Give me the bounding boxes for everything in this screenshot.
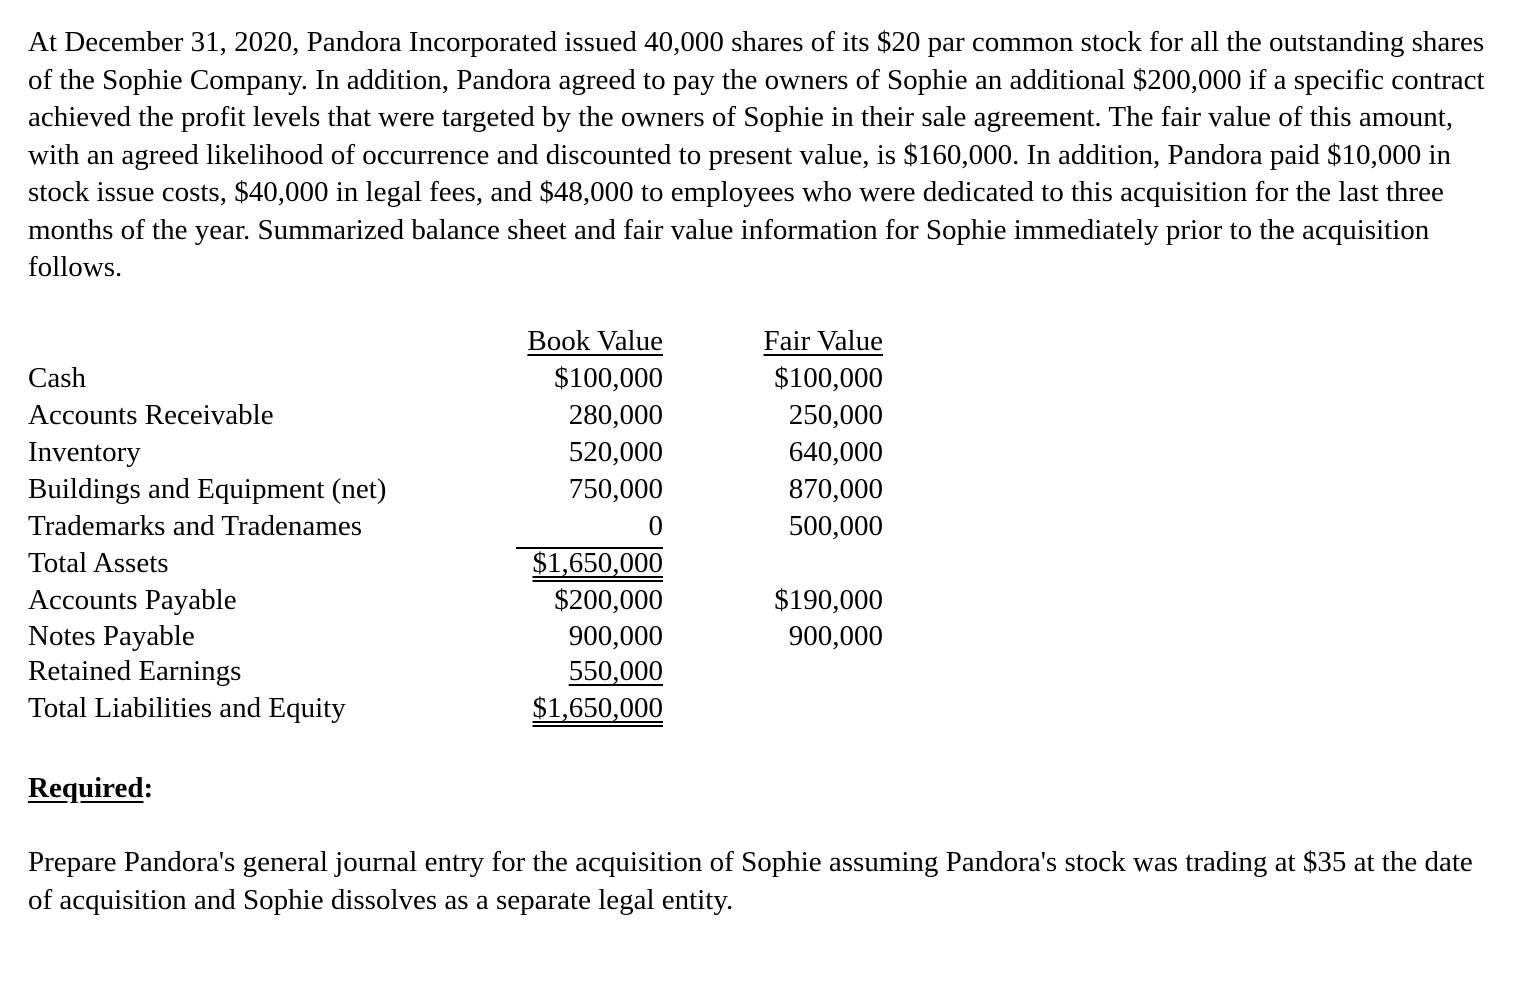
book-value-cell: 280,000: [568, 399, 663, 431]
book-value-total: $1,650,000: [532, 547, 663, 579]
book-value-total: $1,650,000: [532, 692, 663, 724]
row-label: Notes Payable: [28, 620, 195, 652]
table-row: [28, 471, 898, 508]
required-colon: :: [143, 772, 154, 804]
book-value-cell: $200,000: [554, 584, 663, 616]
table-row: [28, 508, 898, 545]
fair-value-cell: $190,000: [774, 584, 883, 616]
row-label: Inventory: [28, 436, 141, 468]
table-row: [28, 397, 898, 434]
fair-value-cell: 500,000: [788, 510, 883, 542]
required-heading: [28, 770, 153, 807]
row-label: Total Liabilities and Equity: [28, 692, 346, 724]
table-row: [28, 619, 898, 653]
table-header-row: [28, 323, 898, 360]
required-label: Required: [28, 772, 144, 804]
book-value-header: Book Value: [527, 325, 663, 357]
row-label: Trademarks and Tradenames: [28, 510, 362, 542]
table-row: [28, 360, 898, 397]
book-value-cell: 0: [648, 510, 663, 542]
row-label: Retained Earnings: [28, 655, 242, 687]
row-label: Accounts Payable: [28, 584, 237, 616]
table-row: [28, 434, 898, 471]
row-label: Cash: [28, 362, 86, 394]
book-value-cell: 520,000: [568, 436, 663, 468]
required-prompt: Prepare Pandora's general journal entry for the acquisition of Sophie assuming Pandora's stock was trading at $35 at the date of acquisition and Sophie dissolves as a separate legal entity.: [28, 846, 1473, 916]
row-label: Buildings and Equipment (net): [28, 473, 387, 505]
balance-sheet-table: [28, 323, 898, 727]
table-row: [28, 582, 898, 619]
fair-value-cell: 250,000: [788, 399, 883, 431]
fair-value-cell: $100,000: [774, 362, 883, 394]
book-value-cell: 550,000: [568, 655, 663, 687]
book-value-cell: 900,000: [568, 620, 663, 652]
problem-intro: At December 31, 2020, Pandora Incorporated issued 40,000 shares of its $20 par common stock for all the outstanding shares of the Sophie Company. In addition, Pandora agreed to pay the owners of Sophie an additional $200,000 if a specific contract achieved the profit levels that were targeted by the owners of Sophie in their sale agreement. The fair value of this amount, with an agreed likelihood of occurrence and discounted to present value, is $160,000. In addition, Pandora paid $10,000 in stock issue costs, $40,000 in legal fees, and $48,000 to employees who were dedicated to this acquisition for the last three months of the year. Summarized balance sheet and fair value information for Sophie immediately prior to the acquisition follows.: [28, 26, 1485, 283]
fair-value-cell: 870,000: [788, 473, 883, 505]
book-value-cell: 750,000: [568, 473, 663, 505]
table-row: [28, 690, 898, 727]
table-row: [28, 653, 898, 690]
fair-value-header: Fair Value: [763, 325, 883, 357]
row-label: Total Assets: [28, 547, 169, 579]
book-value-cell: $100,000: [554, 362, 663, 394]
fair-value-cell: 900,000: [788, 620, 883, 652]
fair-value-cell: 640,000: [788, 436, 883, 468]
table-row: [28, 545, 898, 582]
row-label: Accounts Receivable: [28, 399, 274, 431]
